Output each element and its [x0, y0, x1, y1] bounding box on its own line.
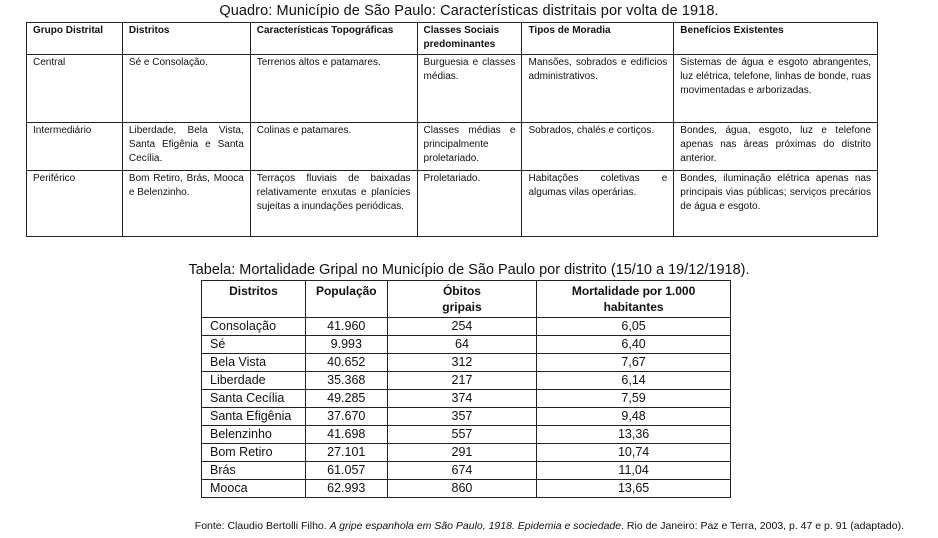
tabela-cell: Sé	[202, 336, 306, 354]
tabela-cell: 62.993	[305, 480, 387, 498]
tabela-header-row	[202, 281, 731, 318]
tabela-cell: 312	[387, 354, 536, 372]
tabela-cell: 860	[387, 480, 536, 498]
quadro-header-row	[27, 23, 878, 55]
quadro-cell: Proletariado.	[417, 171, 522, 237]
tabela-cell: 61.057	[305, 462, 387, 480]
tabela-row	[202, 408, 731, 426]
tabela-row	[202, 426, 731, 444]
tabela-cell: 6,05	[537, 318, 731, 336]
quadro-cell: Colinas e patamares.	[250, 123, 417, 171]
quadro-row	[27, 55, 878, 123]
tabela-cell: 40.652	[305, 354, 387, 372]
quadro-header-topografia: Características Topográficas	[250, 23, 417, 55]
tabela-cell: 6,40	[537, 336, 731, 354]
tabela-cell: 11,04	[537, 462, 731, 480]
tabela-cell: 217	[387, 372, 536, 390]
tabela-cell: Bom Retiro	[202, 444, 306, 462]
tabela-row	[202, 462, 731, 480]
tabela-header-obitos-text: Óbitos gripais	[442, 284, 482, 314]
tabela-cell: Mooca	[202, 480, 306, 498]
quadro-cell: Bondes, água, esgoto, luz e telefone apenas nas áreas próximas do distrito anterior.	[674, 123, 878, 171]
tabela-cell: Santa Cecília	[202, 390, 306, 408]
quadro-header-classes: Classes Sociais predominantes	[417, 23, 522, 55]
quadro-cell: Classes médias e principalmente proletariado.	[417, 123, 522, 171]
tabela-header-mortalidade-text: Mortalidade por 1.000 habitantes	[571, 284, 696, 314]
tabela-cell: 9.993	[305, 336, 387, 354]
source-prefix: Fonte: Claudio Bertolli Filho.	[194, 520, 330, 532]
quadro-cell: Bondes, iluminação elétrica apenas nas principais vias públicas; serviços precários de água e esgoto.	[674, 171, 878, 237]
quadro-cell: Bom Retiro, Brás, Mooca e Belenzinho.	[122, 171, 250, 237]
quadro-header-grupo: Grupo Distrital	[27, 23, 123, 55]
tabela-cell: 7,67	[537, 354, 731, 372]
tabela-cell: 7,59	[537, 390, 731, 408]
quadro-cell: Habitações coletivas e algumas vilas operárias.	[522, 171, 674, 237]
tabela-row	[202, 354, 731, 372]
quadro-cell: Intermediário	[27, 123, 123, 171]
tabela-body	[202, 318, 731, 498]
tabela-cell: 557	[387, 426, 536, 444]
tabela-cell: 13,65	[537, 480, 731, 498]
tabela-cell: 13,36	[537, 426, 731, 444]
tabela-cell: Bela Vista	[202, 354, 306, 372]
quadro-table	[26, 22, 878, 237]
quadro-cell: Mansões, sobrados e edifícios administrativos.	[522, 55, 674, 123]
tabela-cell: 6,14	[537, 372, 731, 390]
quadro-cell: Central	[27, 55, 123, 123]
tabela-row	[202, 372, 731, 390]
tabela-cell: 254	[387, 318, 536, 336]
tabela-cell: 27.101	[305, 444, 387, 462]
tabela-cell: 35.368	[305, 372, 387, 390]
tabela-cell: 357	[387, 408, 536, 426]
source-book-title: A gripe espanhola em São Paulo, 1918. Epidemia e sociedade	[329, 520, 622, 532]
quadro-row	[27, 123, 878, 171]
quadro-cell: Terrenos altos e patamares.	[250, 55, 417, 123]
quadro-title: Quadro: Município de São Paulo: Características distritais por volta de 1918.	[219, 3, 719, 19]
quadro-cell: Periférico	[27, 171, 123, 237]
tabela-row	[202, 336, 731, 354]
quadro-cell: Terraços fluviais de baixadas relativamente enxutas e planícies sujeitas a inundações periódicas.	[250, 171, 417, 237]
tabela-header-distritos: Distritos	[202, 281, 306, 318]
source-suffix: . Rio de Janeiro: Paz e Terra, 2003, p. 47 e p. 91 (adaptado).	[621, 520, 904, 532]
tabela-cell: 41.960	[305, 318, 387, 336]
tabela-cell: 374	[387, 390, 536, 408]
tabela-cell: 49.285	[305, 390, 387, 408]
tabela-cell: Consolação	[202, 318, 306, 336]
tabela-title: Tabela: Mortalidade Gripal no Município de São Paulo por distrito (15/10 a 19/12/1918).	[188, 262, 750, 278]
tabela-cell: Belenzinho	[202, 426, 306, 444]
tabela-row	[202, 318, 731, 336]
tabela-cell: 37.670	[305, 408, 387, 426]
tabela-table	[201, 280, 731, 498]
tabela-header-mortalidade	[537, 281, 731, 318]
quadro-header-moradia: Tipos de Moradia	[522, 23, 674, 55]
tabela-row	[202, 480, 731, 498]
quadro-cell: Sé e Consolação.	[122, 55, 250, 123]
quadro-cell: Liberdade, Bela Vista, Santa Efigênia e Santa Cecília.	[122, 123, 250, 171]
tabela-cell: 10,74	[537, 444, 731, 462]
tabela-header-populacao: População	[305, 281, 387, 318]
tabela-cell: Liberdade	[202, 372, 306, 390]
tabela-cell: 674	[387, 462, 536, 480]
quadro-row	[27, 171, 878, 237]
tabela-row	[202, 444, 731, 462]
quadro-header-beneficios: Benefícios Existentes	[674, 23, 878, 55]
tabela-cell: 291	[387, 444, 536, 462]
tabela-cell: Brás	[202, 462, 306, 480]
quadro-header-distritos: Distritos	[122, 23, 250, 55]
tabela-cell: 64	[387, 336, 536, 354]
tabela-row	[202, 390, 731, 408]
tabela-cell: 9,48	[537, 408, 731, 426]
quadro-cell: Burguesia e classes médias.	[417, 55, 522, 123]
tabela-cell: 41.698	[305, 426, 387, 444]
source-citation	[195, 520, 904, 532]
tabela-cell: Santa Efigênia	[202, 408, 306, 426]
quadro-cell: Sistemas de água e esgoto abrangentes, luz elétrica, telefone, linhas de bonde, ruas movimentadas e arborizadas.	[674, 55, 878, 123]
quadro-cell: Sobrados, chalés e cortiços.	[522, 123, 674, 171]
tabela-header-obitos	[387, 281, 536, 318]
